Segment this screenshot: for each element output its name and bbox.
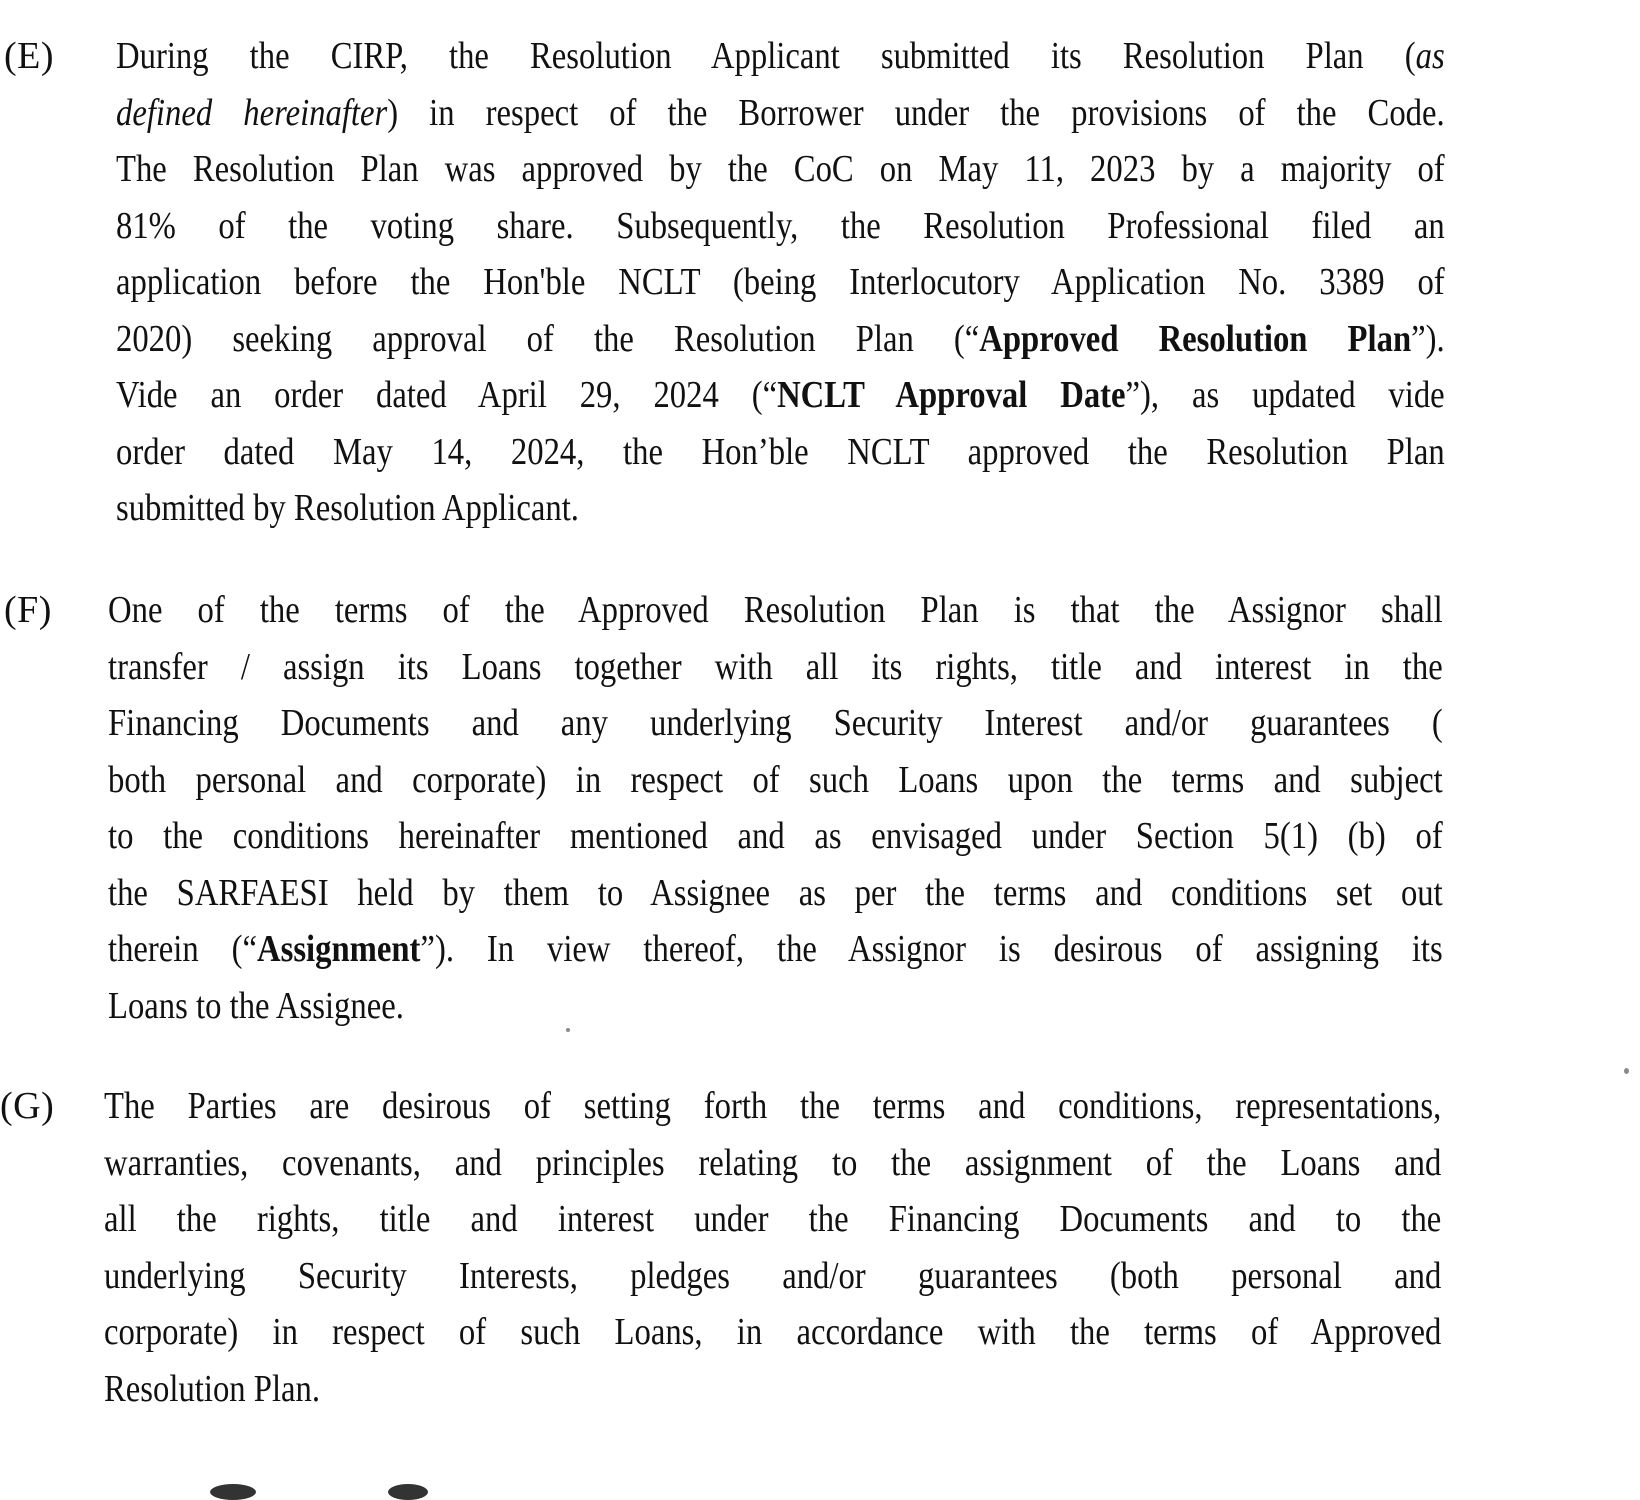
clause-line xyxy=(104,1191,1441,1248)
text-run: submitted by Resolution Applicant. xyxy=(116,487,579,529)
clause-line xyxy=(108,865,1443,922)
text-run: The Resolution Plan was approved by the CoC on May 11, 2023 by a majority of xyxy=(116,148,1445,190)
clause-line xyxy=(116,424,1445,481)
text-run: 2020) seeking approval of the Resolution Plan (“ xyxy=(116,317,980,360)
clause-line xyxy=(116,254,1445,311)
text-run: ”). xyxy=(1411,317,1445,360)
text-run: warranties, covenants, and principles relating to the assignment of the Loans and xyxy=(104,1141,1442,1184)
clause-line xyxy=(116,198,1445,255)
text-run: Vide an order dated April 29, 2024 (“ xyxy=(116,374,778,416)
clause-body xyxy=(116,28,1445,537)
clause-line xyxy=(108,752,1443,809)
text-run: transfer / assign its Loans together with all its rights, title and interest in the xyxy=(108,645,1443,688)
text-run: One of the terms of the Approved Resolution Plan is that the Assignor shall xyxy=(108,589,1443,631)
text-run: underlying Security Interests, pledges and/or guarantees (both personal and xyxy=(104,1254,1442,1297)
clause-line xyxy=(116,311,1445,368)
text-run: ”), as updated vide xyxy=(1125,374,1445,416)
text-run: ) in respect of the Borrower under the provisions of the Code. xyxy=(387,91,1445,134)
italic-text: as xyxy=(1415,35,1445,77)
clause-label: (G) xyxy=(0,1085,55,1127)
text-run: 81% of the voting share. Subsequently, the Resolution Professional filed an xyxy=(116,204,1445,247)
scan-speck xyxy=(566,1028,570,1032)
scan-artifact xyxy=(210,1484,256,1500)
scan-artifact xyxy=(388,1484,428,1500)
clause-line xyxy=(108,808,1443,865)
clause-label: (F) xyxy=(4,589,52,631)
text-run: order dated May 14, 2024, the Hon’ble NCLT approved the Resolution Plan xyxy=(116,430,1445,473)
scan-speck xyxy=(1624,1068,1629,1074)
clause-line xyxy=(108,695,1443,752)
clause-line xyxy=(104,1304,1441,1361)
italic-text: defined hereinafter xyxy=(116,91,388,134)
text-run: Financing Documents and any underlying Security Interest and/or guarantees ( xyxy=(108,702,1443,744)
clause-line xyxy=(104,1361,1441,1418)
text-run: to the conditions hereinafter mentioned and as envisaged under Section 5(1) (b) of xyxy=(108,815,1443,857)
clause-line xyxy=(104,1248,1441,1305)
text-run: The Parties are desirous of setting forth the terms and conditions, representations, xyxy=(104,1085,1442,1127)
text-run: During the CIRP, the Resolution Applicant submitted its Resolution Plan ( xyxy=(116,35,1416,77)
clause-line xyxy=(116,480,1445,537)
text-run: ”). In view thereof, the Assignor is desirous of assigning its xyxy=(420,928,1443,970)
text-run: therein (“ xyxy=(108,928,258,970)
text-run: Loans to the Assignee. xyxy=(108,984,404,1027)
clause-line xyxy=(108,582,1443,639)
clause-line xyxy=(116,367,1445,424)
clause-line xyxy=(116,28,1445,85)
clause-body xyxy=(108,582,1443,1034)
text-run: corporate) in respect of such Loans, in accordance with the terms of Approved xyxy=(104,1311,1442,1353)
defined-term: NCLT Approval Date xyxy=(777,374,1126,416)
text-run: both personal and corporate) in respect of such Loans upon the terms and subject xyxy=(108,758,1443,801)
clause-line xyxy=(108,978,1443,1035)
clause-line xyxy=(108,639,1443,696)
clause-line xyxy=(104,1078,1441,1135)
defined-term: Approved Resolution Plan xyxy=(979,317,1412,360)
clause-body xyxy=(104,1078,1441,1417)
clause-line xyxy=(108,921,1443,978)
text-run: application before the Hon'ble NCLT (being Interlocutory Application No. 3389 of xyxy=(116,261,1445,303)
clause-line xyxy=(116,85,1445,142)
clause-label: (E) xyxy=(4,35,55,77)
clause-line xyxy=(104,1135,1441,1192)
text-run: the SARFAESI held by them to Assignee as per the terms and conditions set out xyxy=(108,871,1443,914)
defined-term: Assignment xyxy=(257,928,421,970)
clause-line xyxy=(116,141,1445,198)
text-run: all the rights, title and interest under the Financing Documents and to the xyxy=(104,1198,1442,1240)
text-run: Resolution Plan. xyxy=(104,1367,321,1410)
